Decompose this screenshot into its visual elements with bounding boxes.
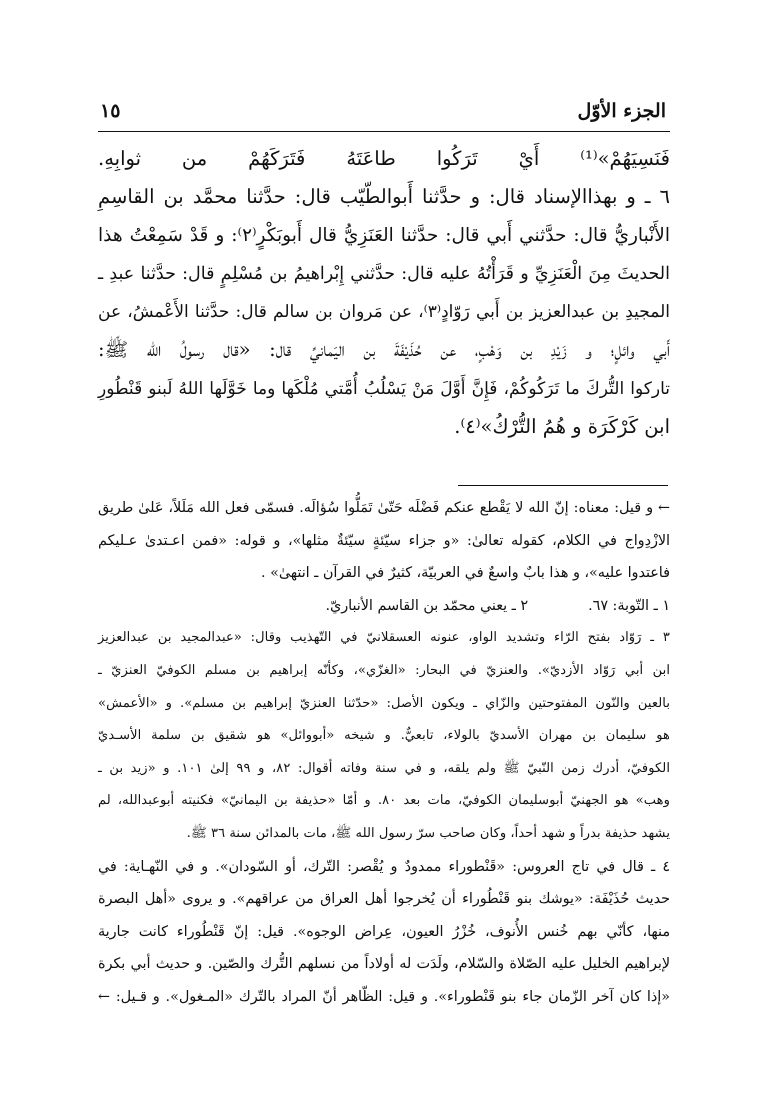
footnote-line: حديث حُذَيْفَة: «يوشك بنو قَنْطُوراء أن يُخرجوا أهل العراق من عراقهم». و يروى «أهل البصرة xyxy=(98,891,670,908)
footnote-line: بالعين والنّون المفتوحتين والزّاي ـ ويكون الأصل: «حدّثنا العنزيّ إبراهيم بن مسلم». و «الأعمش» xyxy=(98,695,670,711)
main-line: ٦ ـ و بهذاالإسناد قال: و حدَّثنا أَبوالطّيّب قال: حدَّثنا محمَّد بن القاسِمِ xyxy=(98,185,670,209)
footnote-line: وهب» هو الجهنيّ أبوسليمان الكوفيّ، مات بعد ٨٠. و أمّا «حذيفة بن اليمانيّ» فكنيته أبوعبدالله، لم xyxy=(98,793,670,809)
footnote-line: «إذا كان آخر الزّمان جاء بنو قَنْطوراء». و قيل: الظّاهر أنّ المراد بالتّرك «المـغول». و قـيل: ← xyxy=(98,988,670,1005)
footnote-line: منها، كأنّي بهم خُنس الأُنوف، خُزْرُ العيون، عِراض الوجوه». قيل: إنّ قَنْطُوراء كانت جارية xyxy=(98,923,670,940)
footnote-line: ← و قيل: معناه: إنّ الله لا يَقْطع عنكم فَضْلَه حَتّىٰ تَمَلُّوا سُؤالَه. فسمّى فعل الله مَلَلاً، عَلىٰ طريق xyxy=(98,500,670,516)
main-line: الأَنْباريُّ قال: حدَّثني أَبي قال: حدَّثنا العَنَزِيُّ قال أَبوبَكْرٍ⁽٢⁾: و قَدْ سَمِعْتُ هذا xyxy=(98,224,670,246)
footnote-separator xyxy=(458,485,668,486)
footnote-line: لإبراهيم الخليل عليه الصّلاة والسّلام، ولَدَت له أولاداً من نسلهم التُّرك والصّين. و حديث أبي بكرة xyxy=(98,956,670,973)
footnote-line: الازْدِواج في الكلام، كقوله تعالىٰ: «و جزاء سيّئةٍ سيّئةٌ مثلها»، و قوله: «فمن اعـتدىٰ عـليكم xyxy=(98,532,670,549)
page-number: ١٥ xyxy=(100,100,121,122)
main-line: تاركوا التُّركَ ما تَرَكُوكُمْ، فَإِنَّ أَوَّلَ مَنْ يَسْلُبُ أُمَّتي مُلْكَها وما خَوَّلَها اللهُ لَبنو قَنْطُورِ xyxy=(98,378,670,399)
page-header xyxy=(100,96,666,126)
main-line: أَبي وائلٍ؛ و زَيْدِ بن وَهْبٍ، عن حُذَيْفَةَ بن اليَمانيِّ قال: «قال رسولُ الله ﷺ: xyxy=(98,338,670,362)
main-line: ابن كَرْكَرَة و هُمُ التُّرْكُ»⁽٤⁾. xyxy=(454,415,670,439)
footnote-pair xyxy=(98,590,670,623)
footnote-1: ١ ـ التّوبة: ٦٧. xyxy=(588,597,670,614)
running-title: الجزء الأوّل xyxy=(577,100,666,122)
footnote-line: هو سليمان بن مهران الأسديّ بالولاء، تابعيٌّ. و شيخه «أبووائل» هو شقيق بن سلمة الأسـديّ xyxy=(98,728,670,744)
footnote-line: يشهد حذيفة بدراً و شهد أحداً، وكان صاحب سرّ رسول الله ﷺ، مات بالمدائن سنة ٣٦ ﷺ. xyxy=(186,825,670,841)
main-line: الحديثَ مِنَ الْعَنَزِيِّ و قَرَأْتُهُ عليه قال: حدَّثني إِبْراهيمُ بن مُسْلِمٍ قال: حدَّثنا عبدِ ـ xyxy=(98,263,670,284)
footnote-line: ٣ ـ رَوّاد بفتح الرّاء وتشديد الواو، عنونه العسقلانيّ في التّهذيب وقال: «عبدالمجيد بن عبدالعزيز xyxy=(98,630,670,646)
header-rule xyxy=(98,131,670,132)
main-text xyxy=(98,140,670,446)
footnote-line: ٤ ـ قال في تاج العروس: «قَنْطوراء ممدودٌ و يُقْصر: التّرك، أو السّودان». و في النّهـاية: في xyxy=(98,858,670,875)
footnote-line: فاعتدوا عليه»، و هذا بابٌ واسعٌ في العربيّة، كثيرٌ في القرآن ـ انتهىٰ» . xyxy=(261,565,670,582)
footnote-line: الكوفيّ، أدرك زمن النّبيّ ﷺ ولم يلقه، و في سنة وفاته أقوال: ٨٢، و ٩٩ إلىٰ ١٠١. و «زيد بن ـ xyxy=(98,760,670,776)
main-line: المجيدِ بن عبدالعزيز بن أَبي رَوّادٍ⁽٣⁾، عن مَروان بن سالم قال: حدَّثنا الأَعْمشُ، عن xyxy=(98,302,670,323)
footnote-2: ٢ ـ يعني محمّد بن القاسم الأنباريّ. xyxy=(325,597,529,614)
main-line: فَنَسِيَهُمْ»⁽¹⁾ أَيْ تَرَكُوا طاعَتَهُ فَتَرَكَهُمْ من ثوابِهِ. xyxy=(98,147,670,170)
footnotes xyxy=(98,492,670,1014)
footnote-line: ابن أبي رَوّاد الأزديّ». والعنزيّ في البحار: «الغزّي»، وكأنّه إبراهيم بن مسلم الكوفيّ العنزيّ ـ xyxy=(98,662,670,678)
